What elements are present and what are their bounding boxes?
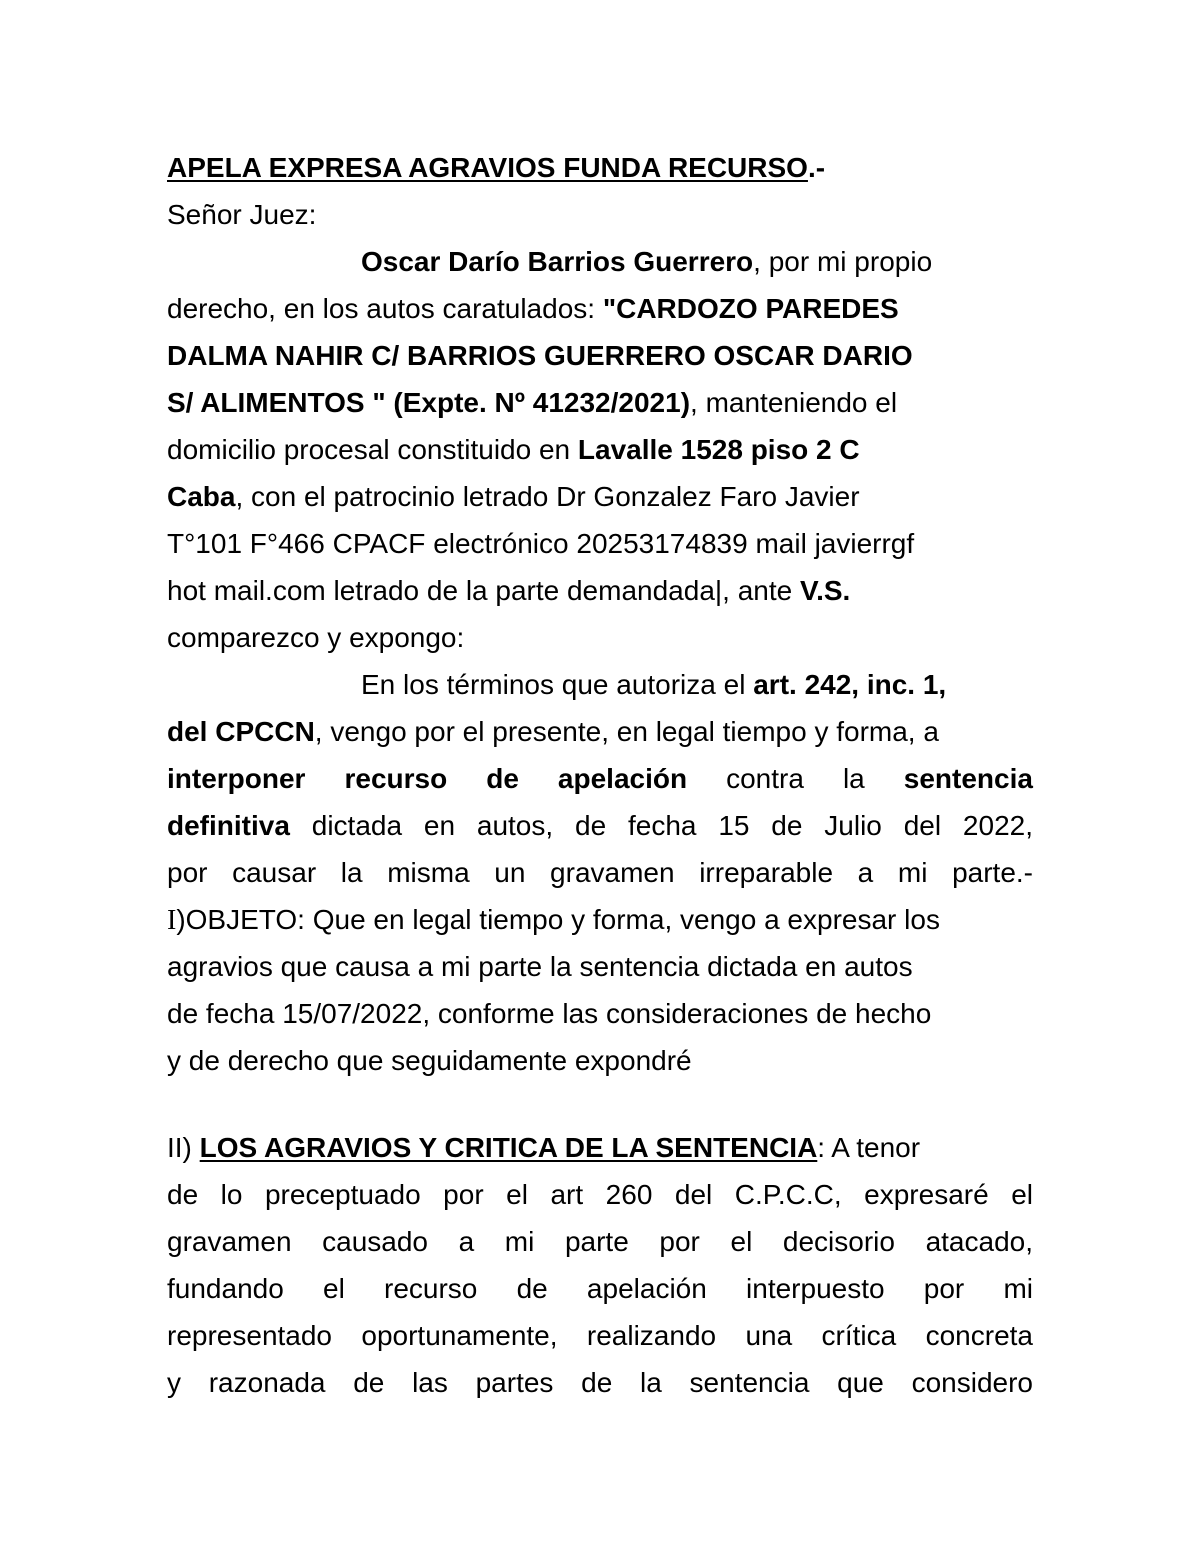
objeto-text: )OBJETO: Que en legal tiempo y forma, vengo a expresar los <box>176 904 940 935</box>
para2-text: En los términos que autoriza el <box>361 669 754 700</box>
agravios-line-2: de lo preceptuado por el art 260 del C.P.C.C, expresaré el <box>167 1179 1033 1210</box>
intro-text: domicilio procesal constituido en <box>167 434 578 465</box>
intro-text: , con el patrocinio letrado Dr Gonzalez Faro Javier <box>235 481 860 512</box>
word-recurso: recurso <box>344 763 448 794</box>
para2-line-4 <box>167 809 1033 843</box>
word-la: la <box>842 763 865 794</box>
title-text: APELA EXPRESA AGRAVIOS FUNDA RECURSO <box>167 152 808 183</box>
title-suffix: .- <box>807 152 826 183</box>
intro-line-8 <box>167 574 1033 608</box>
intro-line-4 <box>167 386 1033 420</box>
intro-text: derecho, en los autos caratulados: <box>167 293 603 324</box>
agravios-line-4: fundando el recurso de apelación interpuesto por mi <box>167 1273 1033 1304</box>
objeto-line-1 <box>167 903 1033 938</box>
agravios-heading: LOS AGRAVIOS Y CRITICA DE LA SENTENCIA <box>199 1132 818 1163</box>
intro-line-1 <box>361 245 1001 279</box>
intro-line-5 <box>167 433 1033 467</box>
objeto-line-4: y de derecho que seguidamente expondré <box>167 1045 692 1076</box>
agravios-line-3: gravamen causado a mi parte por el decisorio atacado, <box>167 1226 1033 1257</box>
intro-line-2 <box>167 292 1033 326</box>
para2-text: dictada en autos, de fecha 15 de Julio del 2022, <box>289 810 1033 841</box>
article-ref: art. 242, inc. 1, <box>753 669 947 700</box>
agravios-line-1 <box>167 1131 1033 1165</box>
address-city: Caba <box>167 481 236 512</box>
intro-line-6 <box>167 480 1033 514</box>
agravios-text: : A tenor <box>817 1132 921 1163</box>
intro-text: , por mi propio <box>753 246 933 277</box>
intro-line-9: comparezco y expongo: <box>167 622 465 653</box>
document-title <box>167 151 1033 185</box>
para2-line-3 <box>167 762 1033 796</box>
word-apelacion: apelación <box>557 763 688 794</box>
case-title-line-2: DALMA NAHIR C/ BARRIOS GUERRERO OSCAR DARIO <box>167 340 913 371</box>
agravios-line-5: representado oportunamente, realizando una crítica concreta <box>167 1320 1033 1351</box>
intro-text: hot mail.com letrado de la parte demandada|, ante <box>167 575 800 606</box>
para2-line-5: por causar la misma un gravamen irreparable a mi parte.- <box>167 857 1033 888</box>
objeto-line-3: de fecha 15/07/2022, conforme las consideraciones de hecho <box>167 998 932 1029</box>
salutation: Señor Juez: <box>167 199 317 230</box>
para2-line-1 <box>361 668 1033 702</box>
vs-abbrev: V.S. <box>800 575 851 606</box>
definitiva: definitiva <box>167 810 290 841</box>
word-interponer: interponer <box>167 763 306 794</box>
code-ref: del CPCCN <box>167 716 315 747</box>
appellant-name: Oscar Darío Barrios Guerrero <box>361 246 754 277</box>
agravios-line-6: y razonada de las partes de la sentencia que considero <box>167 1367 1033 1398</box>
case-title: S/ ALIMENTOS " (Expte. Nº 41232/2021) <box>167 387 691 418</box>
intro-text: , manteniendo el <box>690 387 898 418</box>
objeto-line-2: agravios que causa a mi parte la sentencia dictada en autos <box>167 951 913 982</box>
word-contra: contra <box>726 763 804 794</box>
para2-text: , vengo por el presente, en legal tiempo y forma, a <box>314 716 939 747</box>
roman-numeral: I <box>167 905 177 936</box>
para2-line-2 <box>167 715 1033 749</box>
word-sentencia: sentencia <box>903 763 1033 794</box>
section-number: II) <box>167 1132 200 1163</box>
case-title: "CARDOZO PAREDES <box>602 293 899 324</box>
word-de: de <box>486 763 519 794</box>
intro-line-7: T°101 F°466 CPACF electrónico 20253174839 mail javierrgf <box>167 528 915 559</box>
address: Lavalle 1528 piso 2 C <box>577 434 860 465</box>
